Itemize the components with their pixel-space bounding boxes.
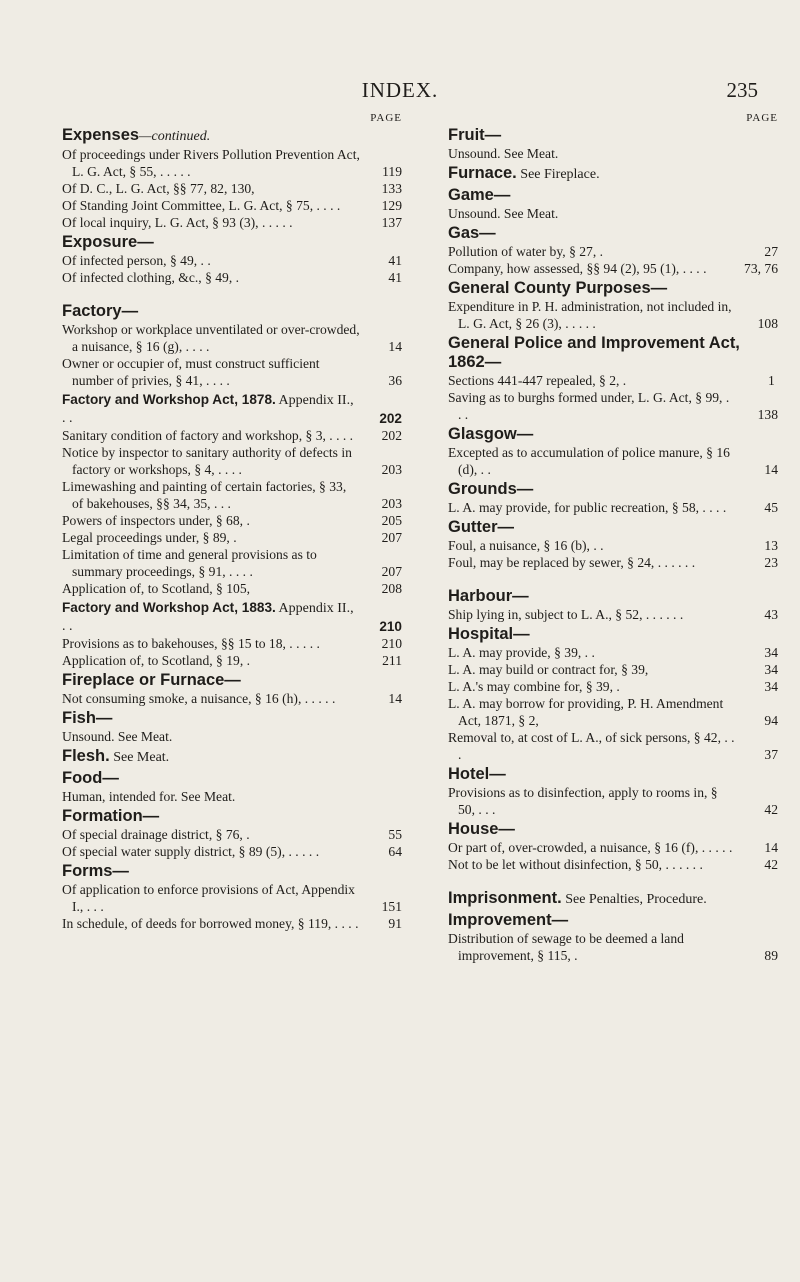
cross-reference: Appendix II., . . (62, 601, 354, 634)
heading-text: Factory— (62, 302, 139, 320)
index-entry (448, 224, 778, 277)
sub-entry-text: Of Standing Joint Committee, L. G. Act, § 75, . . . . (62, 198, 341, 213)
page-reference: 34 (764, 679, 778, 694)
heading-text: Exposure— (62, 233, 154, 251)
heading-text: Fruit— (448, 126, 502, 144)
sub-entry (62, 427, 402, 444)
index-entry (448, 425, 778, 478)
entry-heading (62, 671, 402, 690)
index-entry (62, 671, 402, 707)
page-reference: 37 (764, 747, 778, 762)
index-entry (62, 709, 402, 745)
sub-entry-text: Powers of inspectors under, § 68, . (62, 513, 250, 528)
entries-list (62, 126, 402, 932)
page-reference: 14 (388, 339, 402, 354)
sub-entry-text: Removal to, at cost of L. A., of sick persons, § 42, . . . (448, 730, 735, 762)
page-reference: 42 (764, 802, 778, 817)
heading-text: Hospital— (448, 625, 530, 643)
index-entry (62, 391, 402, 597)
page-reference: 138 (757, 407, 778, 422)
heading-text: Factory and Workshop Act, 1883. (62, 600, 276, 615)
sub-entry (448, 644, 778, 661)
sub-entry (62, 546, 402, 580)
page-reference: 14 (764, 840, 778, 855)
index-entry (62, 862, 402, 932)
sub-entry (448, 389, 778, 423)
sub-entry-text: Limewashing and painting of certain factories, § 33, of bakehouses, §§ 34, 35, . . . (62, 479, 347, 511)
entry-heading (448, 186, 778, 205)
heading-text: Game— (448, 186, 511, 204)
page-reference: 73, 76 (744, 261, 778, 276)
sub-entry (62, 580, 402, 597)
index-entry (448, 164, 778, 184)
sub-entry (62, 690, 402, 707)
heading-text: Food— (62, 769, 119, 787)
entry-heading (448, 587, 778, 606)
sub-entry-text: Owner or occupier of, must construct sufficient number of privies, § 41, . . . . (62, 356, 320, 388)
page-number: 235 (726, 78, 758, 102)
sub-entry-text: Application of, to Scotland, § 105, (62, 581, 251, 596)
sub-entry-text: Unsound. See Meat. (448, 146, 559, 161)
sub-entry (448, 554, 778, 571)
entries-list (448, 126, 778, 964)
cross-reference: See Penalties, Procedure. (561, 892, 707, 907)
sub-entry (62, 269, 402, 286)
entry-heading (62, 747, 402, 767)
continued-label: —continued. (139, 129, 211, 144)
entry-heading (62, 599, 402, 635)
index-entry (448, 587, 778, 623)
index-entry (448, 518, 778, 571)
heading-text: Grounds— (448, 480, 534, 498)
heading-text: Factory and Workshop Act, 1878. (62, 392, 276, 407)
page-title: INDEX. (361, 78, 439, 102)
sub-entry (448, 499, 778, 516)
page-reference: 205 (381, 513, 402, 528)
entry-heading (448, 224, 778, 243)
sub-entry-text: Unsound. See Meat. (62, 729, 173, 744)
index-entry (448, 186, 778, 222)
page-reference: 41 (388, 253, 402, 268)
sub-entry (62, 635, 402, 652)
index-entry (448, 765, 778, 818)
sub-entry-text: L. A. may build or contract for, § 39, (448, 662, 649, 677)
page-reference: 55 (388, 827, 402, 842)
entry-heading (62, 302, 402, 321)
heading-text: Fireplace or Furnace— (62, 671, 241, 689)
page-column-label: PAGE (370, 112, 402, 124)
sub-entry (62, 180, 402, 197)
page-reference: 36 (388, 373, 402, 388)
sub-entry (448, 444, 778, 478)
entry-heading (448, 334, 778, 372)
entry-heading (448, 765, 778, 784)
page-reference: 23 (764, 555, 778, 570)
entry-heading (448, 625, 778, 644)
sub-entry (62, 512, 402, 529)
page-reference: 203 (381, 462, 402, 477)
sub-entry-text: Of infected person, § 49, . . (62, 253, 211, 268)
sub-entry-text: In schedule, of deeds for borrowed money, § 119, . . . . (62, 916, 359, 931)
index-entry (62, 769, 402, 805)
sub-entry-text: Of infected clothing, &c., § 49, . (62, 270, 240, 285)
sub-entry (62, 826, 402, 843)
page-header (0, 78, 800, 108)
sub-entry (62, 915, 402, 932)
heading-text: Improvement— (448, 911, 569, 929)
sub-entry-text: Human, intended for. See Meat. (62, 789, 236, 804)
sub-entry-text: Company, how assessed, §§ 94 (2), 95 (1), . . . . (448, 261, 707, 276)
sub-entry-text: L. A. may provide, § 39, . . (448, 645, 595, 660)
sub-entry (62, 652, 402, 669)
page-reference: 27 (764, 244, 778, 259)
index-entry (448, 625, 778, 763)
sub-entry-text: Distribution of sewage to be deemed a land improvement, § 115, . (448, 931, 684, 963)
page-reference: 13 (764, 538, 778, 553)
page-reference: 133 (381, 181, 402, 196)
page-column-label: PAGE (746, 112, 778, 124)
sub-entry (448, 729, 778, 763)
sub-entry-text: Foul, may be replaced by sewer, § 24, . . . . . . (448, 555, 696, 570)
page-reference: 208 (381, 581, 402, 596)
sub-entry-text: Pollution of water by, § 27, . (448, 244, 604, 259)
index-entry (62, 747, 402, 767)
page-reference: 34 (764, 662, 778, 677)
page-reference: 89 (764, 948, 778, 963)
entry-heading (62, 709, 402, 728)
sub-entry-text: Legal proceedings under, § 89, . (62, 530, 237, 545)
cross-reference: See Fireplace. (516, 167, 600, 182)
entry-heading (62, 862, 402, 881)
heading-text: Hotel— (448, 765, 506, 783)
page-reference: 207 (381, 564, 402, 579)
page-reference: 34 (764, 645, 778, 660)
heading-text: Fish— (62, 709, 113, 727)
index-entry (448, 480, 778, 516)
sub-entry-text: Of D. C., L. G. Act, §§ 77, 82, 130, (62, 181, 255, 196)
page-reference: 91 (388, 916, 402, 931)
sub-entry-text: Limitation of time and general provisions as to summary proceedings, § 91, . . . . (62, 547, 317, 579)
sub-entry (62, 788, 402, 805)
sub-entry-text: Of local inquiry, L. G. Act, § 93 (3), . . . . . (62, 215, 293, 230)
sub-entry (448, 243, 778, 260)
sub-entry-text: Or part of, over-crowded, a nuisance, § 16 (f), . . . . . (448, 840, 733, 855)
sub-entry (448, 784, 778, 818)
sub-entry-text: Not to be let without disinfection, § 50, . . . . . . (448, 857, 703, 872)
heading-text: Furnace. (448, 164, 517, 182)
page-reference: 137 (381, 215, 402, 230)
sub-entry-text: Not consuming smoke, a nuisance, § 16 (h), . . . . . (62, 691, 336, 706)
sub-entry (448, 205, 778, 222)
sub-entry (62, 881, 402, 915)
sub-entry-text: Ship lying in, subject to L. A., § 52, . . . . . . (448, 607, 684, 622)
entry-heading (448, 279, 778, 298)
entry-heading (448, 889, 778, 909)
index-entry (448, 911, 778, 964)
heading-text: Harbour— (448, 587, 529, 605)
index-column-left (62, 112, 402, 934)
sub-entry-text: Of application to enforce provisions of Act, Appendix I., . . . (62, 882, 355, 914)
page-reference: 129 (381, 198, 402, 213)
heading-text: Gas— (448, 224, 496, 242)
sub-entry (448, 298, 778, 332)
heading-text: Formation— (62, 807, 160, 825)
sub-entry-text: Excepted as to accumulation of police manure, § 16 (d), . . (448, 445, 730, 477)
heading-text: Imprisonment. (448, 889, 562, 907)
page-reference: 108 (757, 316, 778, 331)
sub-entry-text: Provisions as to disinfection, apply to rooms in, § 50, . . . (448, 785, 718, 817)
sub-entry: Sections 441-447 repealed, § 2, . 1 (448, 373, 775, 388)
entry-heading (448, 425, 778, 444)
entry-heading (448, 911, 778, 930)
index-entry (448, 126, 778, 162)
heading-text: Expenses (62, 126, 140, 144)
sub-entry-text: Workshop or workplace unventilated or over-crowded, a nuisance, § 16 (g), . . . . (62, 322, 360, 354)
index-entry (448, 334, 778, 423)
sub-entry-text: Of special drainage district, § 76, . (62, 827, 250, 842)
index-entry (62, 599, 402, 669)
sub-entry (62, 529, 402, 546)
heading-text: Forms— (62, 862, 129, 880)
entry-heading (448, 480, 778, 499)
sub-entry (62, 355, 402, 389)
sub-entry-text: L. A.'s may combine for, § 39, . (448, 679, 620, 694)
page-reference: 43 (764, 607, 778, 622)
page-reference: 119 (382, 164, 402, 179)
entry-heading (62, 126, 402, 146)
sub-entry (62, 728, 402, 745)
entry-heading (62, 233, 402, 252)
sub-entry-text: Saving as to burghs formed under, L. G. Act, § 99, . . . (448, 390, 730, 422)
sub-entry (448, 678, 778, 695)
sub-entry (448, 930, 778, 964)
entry-heading (448, 164, 778, 184)
sub-entry-text: L. A. may borrow for providing, P. H. Amendment Act, 1871, § 2, (448, 696, 724, 728)
index-column-right (448, 112, 778, 966)
sub-entry (62, 252, 402, 269)
page-reference: 151 (381, 899, 402, 914)
sub-entry (62, 197, 402, 214)
cross-reference: Appendix II., . . (62, 393, 354, 426)
entry-heading (448, 126, 778, 145)
sub-entry (62, 478, 402, 512)
sub-entry (448, 856, 778, 873)
sub-entry (62, 214, 402, 231)
sub-entry (448, 695, 778, 729)
heading-text: House— (448, 820, 515, 838)
index-entry (448, 820, 778, 873)
sub-entry-text: Sanitary condition of factory and workshop, § 3, . . . . (62, 428, 354, 443)
sub-entry-text: Application of, to Scotland, § 19, . (62, 653, 251, 668)
heading-text: General Police and Improvement Act, 1862— (448, 334, 740, 371)
page-reference: 202 (379, 411, 402, 426)
sub-entry (448, 606, 778, 623)
page-reference: 14 (388, 691, 402, 706)
index-entry (62, 302, 402, 389)
sub-entry-text: Sections 441-447 repealed, § 2, . (448, 373, 627, 388)
index-entry (62, 126, 402, 231)
entry-heading (62, 807, 402, 826)
index-entry (62, 233, 402, 286)
entry-heading (448, 518, 778, 537)
sub-entry (62, 843, 402, 860)
heading-text: Flesh. (62, 747, 110, 765)
heading-text: Glasgow— (448, 425, 534, 443)
page-reference: 203 (381, 496, 402, 511)
page-reference: 14 (764, 462, 778, 477)
page-reference: 210 (381, 636, 402, 651)
index-entry (62, 807, 402, 860)
sub-entry-text: Expenditure in P. H. administration, not included in, L. G. Act, § 26 (3), . . . . . (448, 299, 732, 331)
sub-entry-text: Notice by inspector to sanitary authority of defects in factory or workshops, § 4, . . . . (62, 445, 352, 477)
page-reference: 94 (764, 713, 778, 728)
page-reference: 207 (381, 530, 402, 545)
page-reference: 42 (764, 857, 778, 872)
sub-entry (62, 444, 402, 478)
sub-entry (448, 839, 778, 856)
sub-entry-text: Provisions as to bakehouses, §§ 15 to 18, . . . . . (62, 636, 320, 651)
sub-entry (448, 260, 778, 277)
page-reference: 210 (379, 619, 402, 634)
page-reference: 211 (382, 653, 402, 668)
sub-entry-text: Foul, a nuisance, § 16 (b), . . (448, 538, 604, 553)
sub-entry (448, 537, 778, 554)
heading-text: Gutter— (448, 518, 514, 536)
sub-entry (62, 321, 402, 355)
entry-heading (448, 820, 778, 839)
page-reference: 202 (381, 428, 402, 443)
sub-entry-text: L. A. may provide, for public recreation, § 58, . . . . (448, 500, 727, 515)
sub-entry (62, 146, 402, 180)
cross-reference: See Meat. (109, 750, 170, 765)
heading-text: General County Purposes— (448, 279, 668, 297)
sub-entry (448, 145, 778, 162)
index-entry (448, 279, 778, 332)
entry-heading (62, 769, 402, 788)
sub-entry (448, 661, 778, 678)
sub-entry-text: Of special water supply district, § 89 (5), . . . . . (62, 844, 320, 859)
entry-heading (62, 391, 402, 427)
index-entry (448, 889, 778, 909)
sub-entry-text: Of proceedings under Rivers Pollution Prevention Act, L. G. Act, § 55, . . . . . (62, 147, 360, 179)
page-reference: 45 (764, 500, 778, 515)
page-reference: 41 (388, 270, 402, 285)
page-reference: 64 (388, 844, 402, 859)
sub-entry-text: Unsound. See Meat. (448, 206, 559, 221)
